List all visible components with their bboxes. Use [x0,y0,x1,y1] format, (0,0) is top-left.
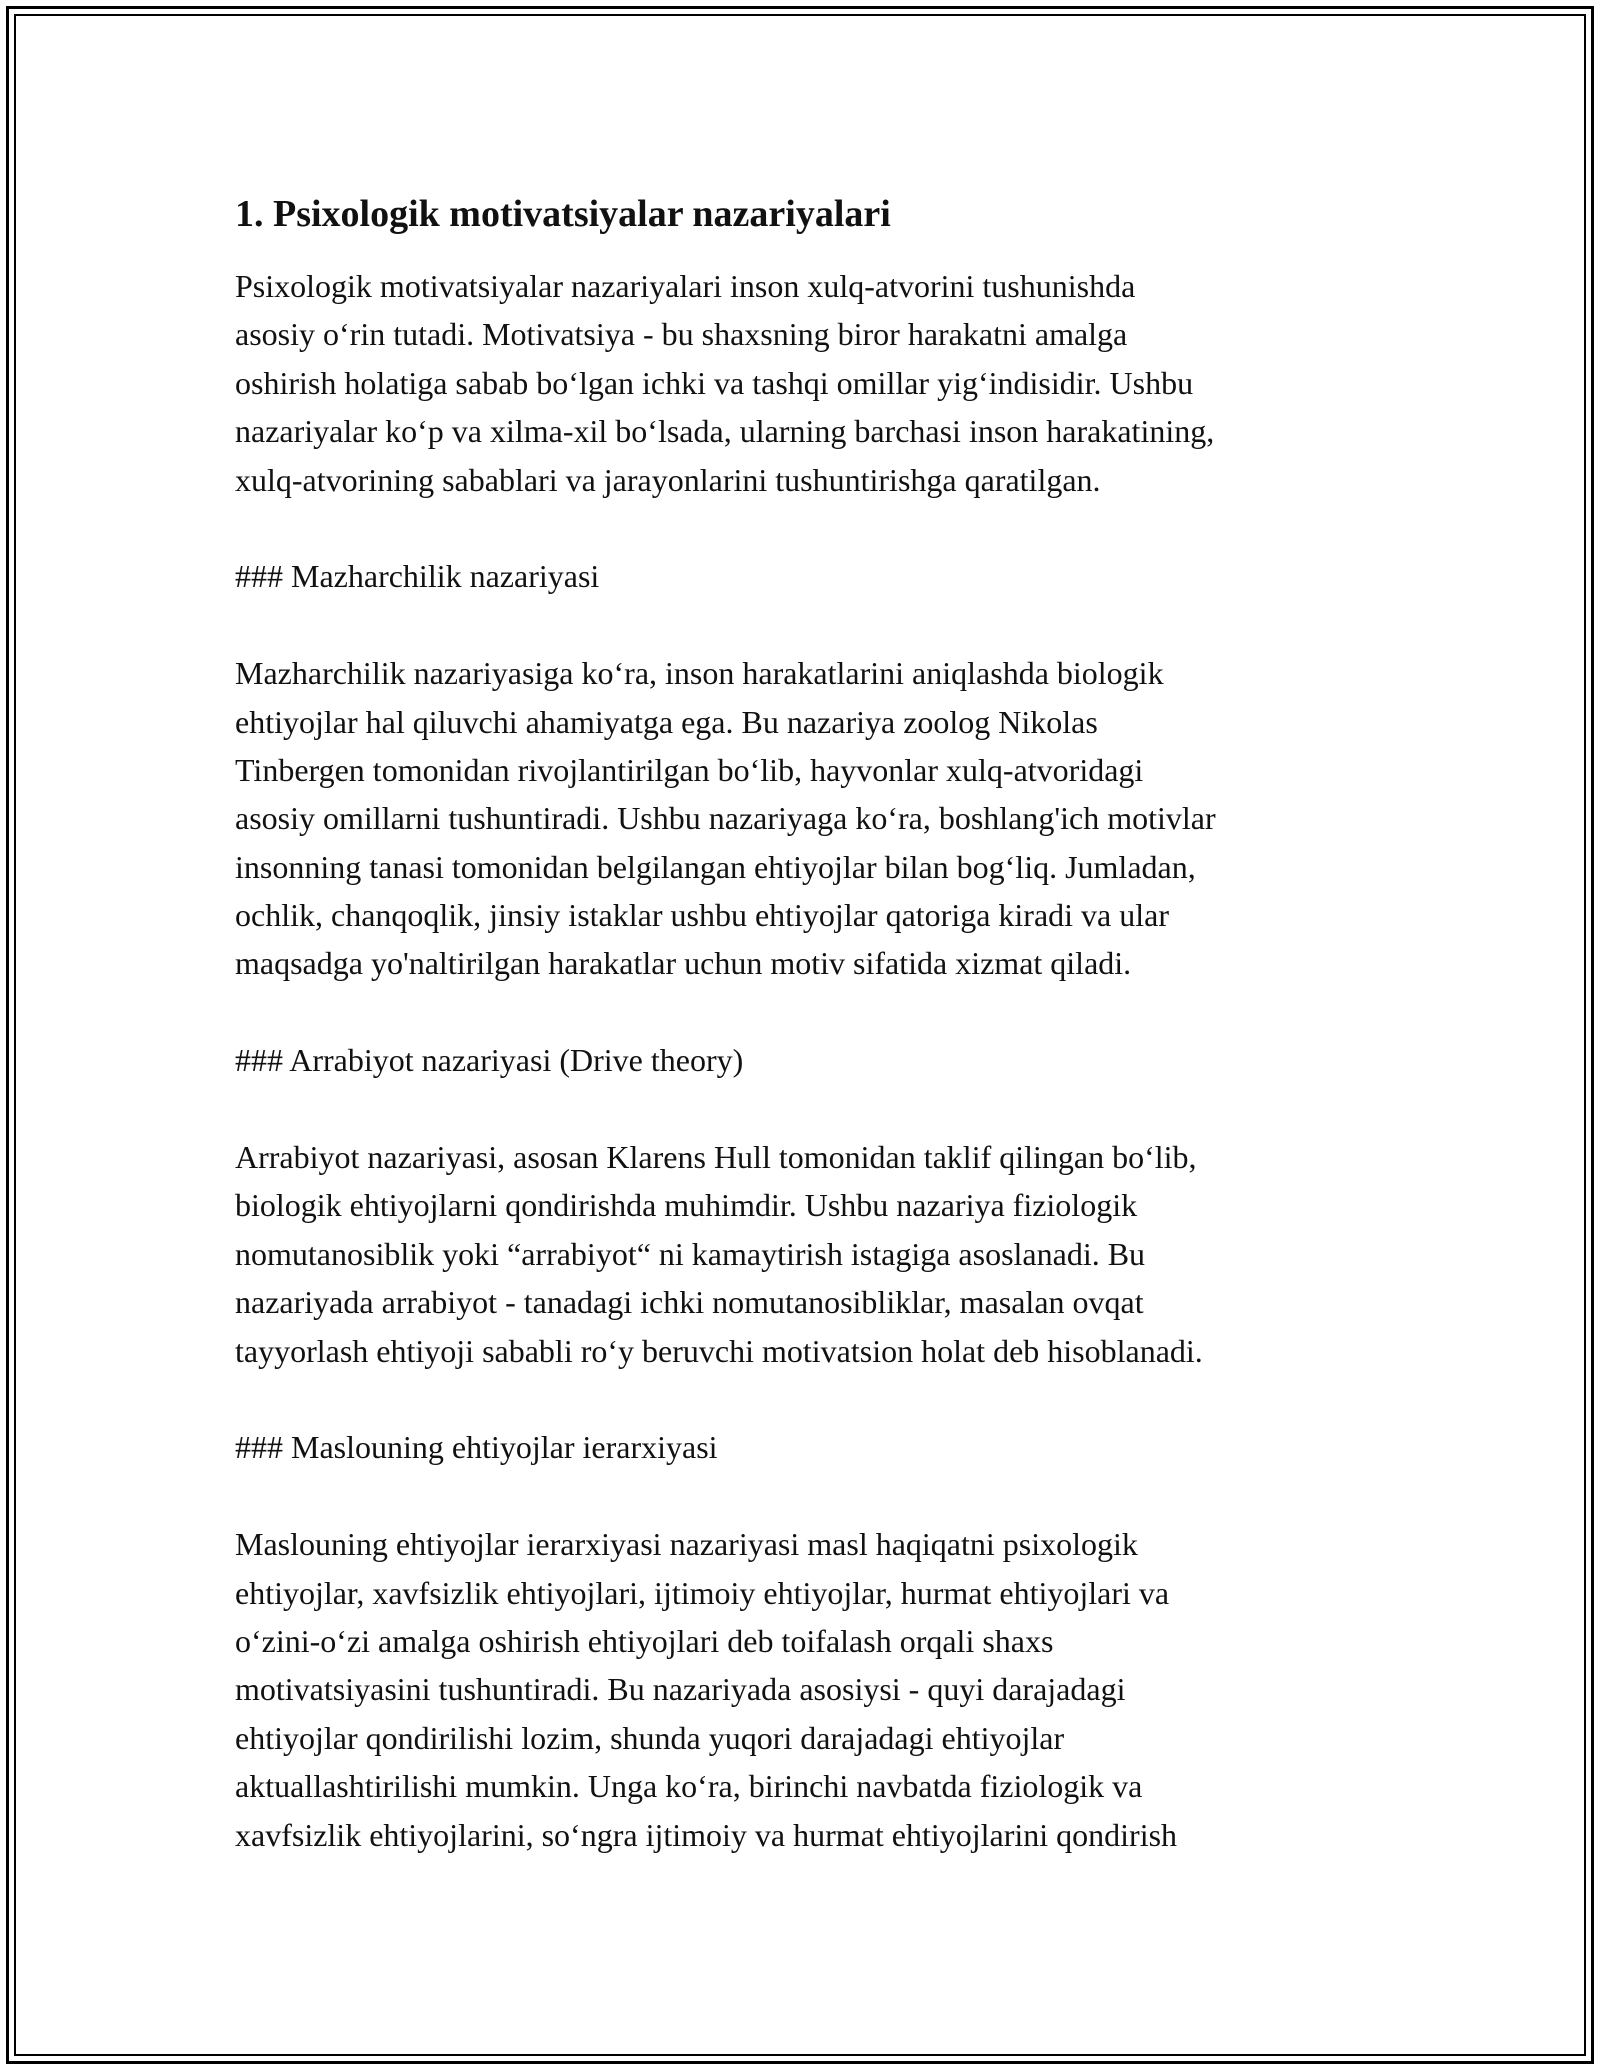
text-line: nazariyalar ko‘p va xilma-xil bo‘lsada, ularning barchasi inson harakatining, [235,413,1215,450]
text-line: ehtiyojlar qondirilishi lozim, shunda yuqori darajadagi ehtiyojlar [235,1719,1065,1756]
spacer [235,504,1415,552]
text-line: asosiy omillarni tushuntiradi. Ushbu nazariyaga ko‘ra, boshlang'ich motivlar [235,800,1216,837]
text-line: insonning tanasi tomonidan belgilangan ehtiyojlar bilan bog‘liq. Jumladan, [235,848,1196,885]
text-line: xulq-atvorining sabablari va jarayonlarini tushuntirishga qaratilgan. [235,461,1101,498]
text-line: maqsadga yo'naltirilgan harakatlar uchun motiv sifatida xizmat qiladi. [235,945,1132,982]
subheading-text: ### Arrabiyot nazariyasi (Drive theory) [235,1042,744,1079]
text-line: oshirish holatiga sabab bo‘lgan ichki va tashqi omillar yig‘indisidir. Ushbu [235,364,1194,401]
text-line: Mazharchilik nazariyasiga ko‘ra, inson harakatlarini aniqlashda biologik [235,655,1164,692]
text-line: o‘zini-o‘zi amalga oshirish ehtiyojlari deb toifalash orqali shaxs [235,1622,1054,1659]
spacer [235,988,1415,1036]
paragraph-arrabiyot [235,1133,1415,1375]
text-line: motivatsiyasini tushuntiradi. Bu nazariyada asosiysi - quyi darajadagi [235,1671,1126,1708]
spacer [235,1085,1415,1133]
text-line: Arrabiyot nazariyasi, asosan Klarens Hull tomonidan taklif qilingan bo‘lib, [235,1139,1197,1176]
subheading-text: ### Maslouning ehtiyojlar ierarxiyasi [235,1429,718,1466]
text-line: asosiy o‘rin tutadi. Motivatsiya - bu shaxsning biror harakatni amalga [235,316,1128,353]
spacer [235,1375,1415,1423]
text-line: Psixologik motivatsiyalar nazariyalari inson xulq-atvorini tushunishda [235,268,1136,304]
text-line: ehtiyojlar hal qiluvchi ahamiyatga ega. Bu nazariya zoolog Nikolas [235,703,1098,740]
text-line: ochlik, chanqoqlik, jinsiy istaklar ushbu ehtiyojlar qatoriga kiradi va ular [235,897,1169,934]
text-line: Maslouning ehtiyojlar ierarxiyasi nazariyasi masl haqiqatni psixologik [235,1526,1138,1563]
spacer [235,242,1415,262]
subheading-text: ### Mazharchilik nazariyasi [235,558,600,595]
text-line: ehtiyojlar, xavfsizlik ehtiyojlari, ijtimoiy ehtiyojlar, hurmat ehtiyojlari va [235,1574,1170,1611]
paragraph-maslou [235,1520,1415,1859]
spacer [235,601,1415,649]
text-line: Tinbergen tomonidan rivojlantirilgan bo‘lib, hayvonlar xulq-atvoridagi [235,751,1144,788]
paragraph-mazharchilik [235,649,1415,988]
text-line: xavfsizlik ehtiyojlarini, so‘ngra ijtimoiy va hurmat ehtiyojlarini qondirish [235,1816,1178,1853]
subheading-maslou [235,1423,1415,1471]
text-line: nomutanosiblik yoki “arrabiyot“ ni kamaytirish istagiga asoslanadi. Bu [235,1235,1146,1272]
text-line: biologik ehtiyojlarni qondirishda muhimdir. Ushbu nazariya fiziologik [235,1187,1138,1224]
text-line: tayyorlash ehtiyoji sababli ro‘y beruvchi motivatsion holat deb hisoblanadi. [235,1332,1203,1369]
document-title: 1. Psixologik motivatsiyalar nazariyalari [235,193,891,235]
subheading-arrabiyot [235,1036,1415,1084]
spacer [235,1472,1415,1520]
paragraph-intro [235,262,1415,504]
text-line: aktuallashtirilishi mumkin. Unga ko‘ra, birinchi navbatda fiziologik va [235,1768,1143,1805]
subheading-mazharchilik [235,552,1415,600]
text-line: nazariyada arrabiyot - tanadagi ichki nomutanosibliklar, masalan ovqat [235,1284,1144,1321]
document-body [235,186,1415,1859]
